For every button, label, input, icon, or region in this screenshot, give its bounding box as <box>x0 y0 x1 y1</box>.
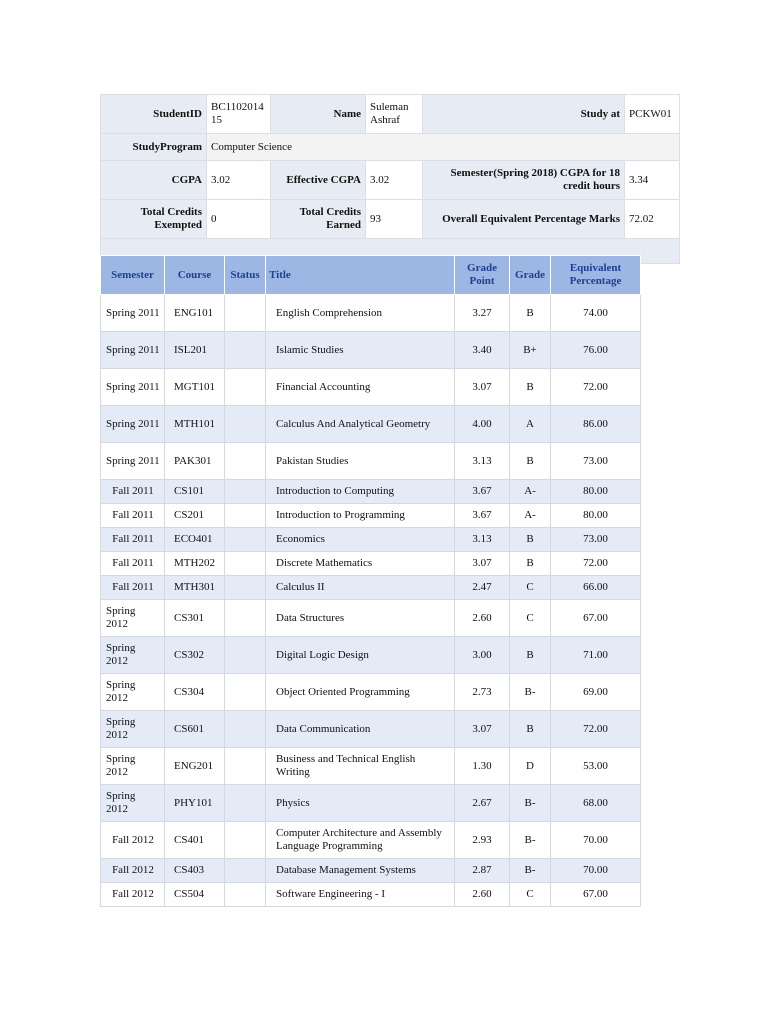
table-row <box>101 822 641 859</box>
row-course: PHY101 <box>165 785 225 822</box>
row-semester: Spring 2011 <box>101 406 165 443</box>
row-grade-point: 3.13 <box>455 443 510 480</box>
course-rows <box>101 295 641 907</box>
row-semester: Fall 2011 <box>101 528 165 552</box>
row-equivalent-percentage: 76.00 <box>551 332 641 369</box>
header-course: Course <box>165 256 225 295</box>
table-row <box>101 443 641 480</box>
row-status <box>225 480 266 504</box>
row-course: ENG101 <box>165 295 225 332</box>
row-title: Calculus And Analytical Geometry <box>266 406 455 443</box>
row-status <box>225 406 266 443</box>
row-equivalent-percentage: 66.00 <box>551 576 641 600</box>
row-status <box>225 552 266 576</box>
header-grade-point: Grade Point <box>455 256 510 295</box>
table-row <box>101 295 641 332</box>
row-grade: B <box>510 711 551 748</box>
row-status <box>225 711 266 748</box>
row-equivalent-percentage: 80.00 <box>551 480 641 504</box>
row-equivalent-percentage: 71.00 <box>551 637 641 674</box>
row-title: Digital Logic Design <box>266 637 455 674</box>
row-equivalent-percentage: 53.00 <box>551 748 641 785</box>
table-row <box>101 883 641 907</box>
row-grade: A- <box>510 480 551 504</box>
row-status <box>225 576 266 600</box>
row-grade: D <box>510 748 551 785</box>
row-semester: Spring 2012 <box>101 637 165 674</box>
row-status <box>225 674 266 711</box>
row-semester: Fall 2011 <box>101 552 165 576</box>
row-grade-point: 2.93 <box>455 822 510 859</box>
row-title: Data Structures <box>266 600 455 637</box>
row-title: Calculus II <box>266 576 455 600</box>
row-course: ECO401 <box>165 528 225 552</box>
row-grade: C <box>510 883 551 907</box>
row-course: CS304 <box>165 674 225 711</box>
row-equivalent-percentage: 67.00 <box>551 600 641 637</box>
row-grade-point: 4.00 <box>455 406 510 443</box>
table-row <box>101 600 641 637</box>
name-label: Name <box>271 95 366 134</box>
row-title: English Comprehension <box>266 295 455 332</box>
header-semester: Semester <box>101 256 165 295</box>
row-title: Economics <box>266 528 455 552</box>
row-grade: B- <box>510 674 551 711</box>
row-grade-point: 2.73 <box>455 674 510 711</box>
row-grade-point: 2.60 <box>455 600 510 637</box>
header-grade: Grade <box>510 256 551 295</box>
row-grade: A- <box>510 504 551 528</box>
row-status <box>225 600 266 637</box>
effective-cgpa-value: 3.02 <box>366 161 423 200</box>
row-course: CS101 <box>165 480 225 504</box>
row-course: MTH301 <box>165 576 225 600</box>
row-equivalent-percentage: 80.00 <box>551 504 641 528</box>
table-row <box>101 859 641 883</box>
equivalent-percentage-label: Overall Equivalent Percentage Marks <box>423 200 625 239</box>
table-row <box>101 674 641 711</box>
row-title: Physics <box>266 785 455 822</box>
header-equivalent-percentage: Equivalent Percentage <box>551 256 641 295</box>
effective-cgpa-label: Effective CGPA <box>271 161 366 200</box>
row-grade: A <box>510 406 551 443</box>
row-grade-point: 3.67 <box>455 504 510 528</box>
row-equivalent-percentage: 69.00 <box>551 674 641 711</box>
row-equivalent-percentage: 86.00 <box>551 406 641 443</box>
row-status <box>225 748 266 785</box>
table-row <box>101 528 641 552</box>
row-status <box>225 785 266 822</box>
table-row <box>101 480 641 504</box>
row-grade: B- <box>510 859 551 883</box>
credits-exempted-value: 0 <box>207 200 271 239</box>
row-title: Pakistan Studies <box>266 443 455 480</box>
study-at-value: PCKW01 <box>625 95 680 134</box>
row-grade-point: 2.47 <box>455 576 510 600</box>
row-grade-point: 3.40 <box>455 332 510 369</box>
row-semester: Fall 2012 <box>101 822 165 859</box>
table-row <box>101 711 641 748</box>
row-grade-point: 3.07 <box>455 552 510 576</box>
row-status <box>225 637 266 674</box>
row-grade: B- <box>510 785 551 822</box>
row-title: Introduction to Programming <box>266 504 455 528</box>
row-semester: Spring 2012 <box>101 674 165 711</box>
row-title: Data Communication <box>266 711 455 748</box>
row-semester: Spring 2011 <box>101 295 165 332</box>
row-grade-point: 3.07 <box>455 711 510 748</box>
row-course: CS601 <box>165 711 225 748</box>
row-grade-point: 1.30 <box>455 748 510 785</box>
semester-cgpa-label: Semester(Spring 2018) CGPA for 18 credit hours <box>423 161 625 200</box>
row-title: Discrete Mathematics <box>266 552 455 576</box>
row-course: CS301 <box>165 600 225 637</box>
row-course: CS504 <box>165 883 225 907</box>
row-grade-point: 3.27 <box>455 295 510 332</box>
row-grade: B <box>510 443 551 480</box>
study-program-value: Computer Science <box>207 134 680 161</box>
name-value: Suleman Ashraf <box>366 95 423 134</box>
row-status <box>225 443 266 480</box>
row-course: MGT101 <box>165 369 225 406</box>
row-grade-point: 3.67 <box>455 480 510 504</box>
table-row <box>101 369 641 406</box>
table-row <box>101 332 641 369</box>
row-status <box>225 504 266 528</box>
row-semester: Spring 2011 <box>101 332 165 369</box>
row-semester: Spring 2012 <box>101 748 165 785</box>
student-info-table <box>100 94 680 264</box>
row-semester: Spring 2012 <box>101 600 165 637</box>
table-row <box>101 552 641 576</box>
cgpa-label: CGPA <box>101 161 207 200</box>
semester-cgpa-value: 3.34 <box>625 161 680 200</box>
row-grade: B <box>510 295 551 332</box>
row-semester: Spring 2012 <box>101 711 165 748</box>
row-status <box>225 883 266 907</box>
row-grade: B- <box>510 822 551 859</box>
row-title: Database Management Systems <box>266 859 455 883</box>
study-at-label: Study at <box>423 95 625 134</box>
row-course: PAK301 <box>165 443 225 480</box>
row-grade-point: 3.00 <box>455 637 510 674</box>
row-equivalent-percentage: 72.00 <box>551 369 641 406</box>
row-title: Business and Technical English Writing <box>266 748 455 785</box>
table-row <box>101 748 641 785</box>
row-grade-point: 3.13 <box>455 528 510 552</box>
row-equivalent-percentage: 72.00 <box>551 552 641 576</box>
row-status <box>225 822 266 859</box>
courses-table <box>100 255 641 907</box>
row-grade-point: 2.67 <box>455 785 510 822</box>
header-title: Title <box>266 256 455 295</box>
row-status <box>225 369 266 406</box>
row-title: Financial Accounting <box>266 369 455 406</box>
row-course: CS201 <box>165 504 225 528</box>
row-equivalent-percentage: 73.00 <box>551 443 641 480</box>
row-grade: B <box>510 637 551 674</box>
row-equivalent-percentage: 68.00 <box>551 785 641 822</box>
row-course: MTH202 <box>165 552 225 576</box>
row-semester: Fall 2011 <box>101 504 165 528</box>
row-course: ISL201 <box>165 332 225 369</box>
row-course: CS401 <box>165 822 225 859</box>
table-row <box>101 406 641 443</box>
row-grade: C <box>510 600 551 637</box>
row-grade-point: 2.87 <box>455 859 510 883</box>
row-title: Computer Architecture and Assembly Language Programming <box>266 822 455 859</box>
table-row <box>101 785 641 822</box>
credits-earned-label: Total Credits Earned <box>271 200 366 239</box>
row-semester: Spring 2012 <box>101 785 165 822</box>
study-program-label: StudyProgram <box>101 134 207 161</box>
table-row <box>101 504 641 528</box>
equivalent-percentage-value: 72.02 <box>625 200 680 239</box>
row-equivalent-percentage: 72.00 <box>551 711 641 748</box>
credits-exempted-label: Total Credits Exempted <box>101 200 207 239</box>
row-semester: Fall 2011 <box>101 480 165 504</box>
row-course: ENG201 <box>165 748 225 785</box>
row-equivalent-percentage: 70.00 <box>551 822 641 859</box>
row-course: CS403 <box>165 859 225 883</box>
row-grade: B <box>510 528 551 552</box>
row-semester: Fall 2011 <box>101 576 165 600</box>
row-status <box>225 859 266 883</box>
cgpa-value: 3.02 <box>207 161 271 200</box>
row-title: Software Engineering - I <box>266 883 455 907</box>
credits-earned-value: 93 <box>366 200 423 239</box>
row-grade-point: 3.07 <box>455 369 510 406</box>
row-grade: B <box>510 552 551 576</box>
row-equivalent-percentage: 70.00 <box>551 859 641 883</box>
row-status <box>225 528 266 552</box>
row-title: Object Oriented Programming <box>266 674 455 711</box>
row-semester: Spring 2011 <box>101 443 165 480</box>
row-status <box>225 295 266 332</box>
row-semester: Spring 2011 <box>101 369 165 406</box>
row-grade: B <box>510 369 551 406</box>
row-title: Islamic Studies <box>266 332 455 369</box>
table-row <box>101 637 641 674</box>
row-equivalent-percentage: 67.00 <box>551 883 641 907</box>
student-id-value: BC110201415 <box>207 95 271 134</box>
row-equivalent-percentage: 73.00 <box>551 528 641 552</box>
row-title: Introduction to Computing <box>266 480 455 504</box>
row-course: MTH101 <box>165 406 225 443</box>
row-grade-point: 2.60 <box>455 883 510 907</box>
row-equivalent-percentage: 74.00 <box>551 295 641 332</box>
row-semester: Fall 2012 <box>101 883 165 907</box>
row-grade: C <box>510 576 551 600</box>
row-course: CS302 <box>165 637 225 674</box>
student-id-label: StudentID <box>101 95 207 134</box>
row-semester: Fall 2012 <box>101 859 165 883</box>
row-grade: B+ <box>510 332 551 369</box>
table-row <box>101 576 641 600</box>
row-status <box>225 332 266 369</box>
header-status: Status <box>225 256 266 295</box>
